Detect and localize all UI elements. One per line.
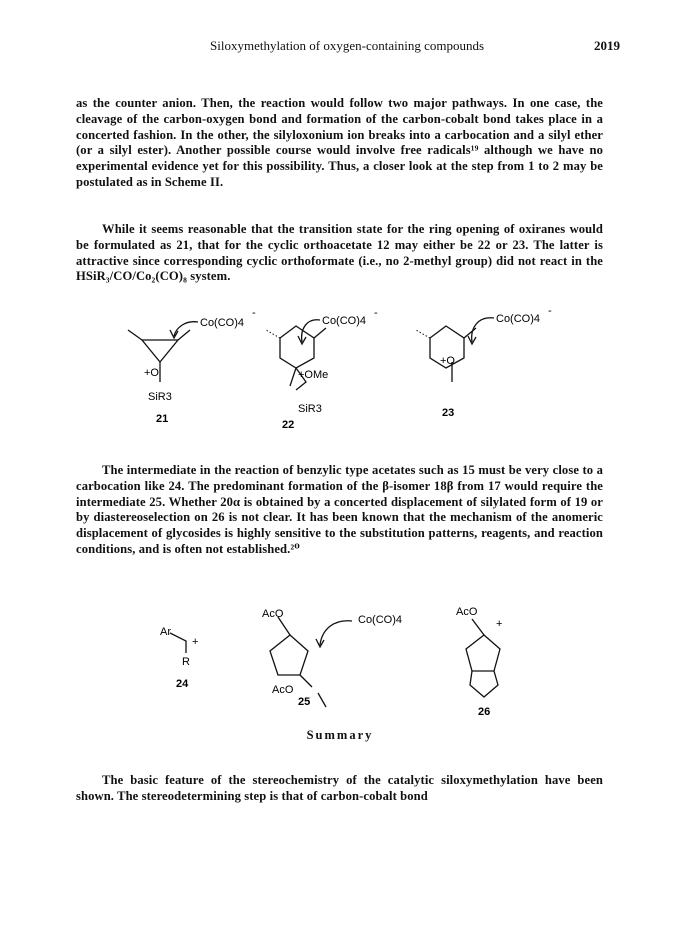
oxonium-23: +O <box>440 355 455 367</box>
compound-label-26: 26 <box>478 706 491 718</box>
paragraph-3: The intermediate in the reaction of benzylic type acetates such as 15 must be very close to a carbocation like 24. The predominant formation of the β-isomer 18β from 17 would require the intermediate 25. Whether 20α is obtained by a concerted displacement of silylated form of 19 or by diastereoselection on 26 is not clear. It has been known that the mechanism of the anomeric displacement of glycosides is highly sensitive to the substitution patterns, reagents, and reaction conditions, and is often not established.²⁰ <box>76 463 603 556</box>
charge-23: - <box>548 305 552 317</box>
scheme-structures-24-26 <box>0 595 680 725</box>
dioxane-ring-22 <box>280 326 314 368</box>
compound-label-24: 24 <box>176 678 189 690</box>
r-24: R <box>182 656 190 668</box>
silyl-22: SiR3 <box>298 403 322 415</box>
aco-bottom-25: AcO <box>272 684 294 696</box>
silyl-21: SiR3 <box>148 391 172 403</box>
compound-label-21: 21 <box>156 413 169 425</box>
co-reagent-21: Co(CO)4 <box>200 317 245 329</box>
compound-label-25: 25 <box>298 696 311 708</box>
co-reagent-23: Co(CO)4 <box>496 313 541 325</box>
paragraph-1: as the counter anion. Then, the reaction would follow two major pathways. In one case, the cleavage of the carbon-oxygen bond and formation of the carbon-cobalt bond takes place in a concerted fashion. In the other, the silyloxonium ion breaks into a carbocation and a silyl ether (or a silyl ester). Another possible course would involve free radicals¹⁹ although we have no experimental evidence yet for this possibility. Thus, a closer look at the step from 1 to 2 may be postulated as in Scheme II. <box>76 96 603 189</box>
charge-22: - <box>374 307 378 319</box>
epoxide-ring <box>142 340 178 362</box>
compound-label-22: 22 <box>282 419 295 431</box>
plus-24: + <box>192 636 199 648</box>
furanose-ring-25 <box>270 635 308 675</box>
scheme-structures-21-23 <box>0 290 680 440</box>
oxonium-21: +O <box>144 367 159 379</box>
charge-21: - <box>252 307 256 319</box>
co-reagent-25: Co(CO)4 <box>358 614 403 626</box>
co-reagent-22: Co(CO)4 <box>322 315 367 327</box>
paragraph-4: The basic feature of the stereochemistry of the catalytic siloxymethylation have been shown. The stereodetermining step is that of carbon-cobalt bond <box>76 773 603 803</box>
ar-24: Ar <box>160 626 171 638</box>
paragraph-2: While it seems reasonable that the transition state for the ring opening of oxiranes would be formulated as 21, that for the cyclic orthoacetate 12 may either be 22 or 23. The latter is attractive since corresponding cyclic orthoformate (i.e., no 2-methyl group) did not react in the HSiR₃/CO/Co₂(CO)₈ system. <box>76 222 603 284</box>
aco-top-25: AcO <box>262 608 284 620</box>
compound-label-23: 23 <box>442 407 455 419</box>
page-number: 2019 <box>594 38 620 53</box>
aco-26: AcO <box>456 606 478 618</box>
carbocation-24 <box>170 633 186 653</box>
running-title: Siloxymethylation of oxygen-containing compounds <box>210 38 485 53</box>
ome-22: +OMe <box>298 369 329 381</box>
furanose-ring-26 <box>466 635 500 671</box>
section-heading: Summary <box>306 728 374 742</box>
plus-26: + <box>496 618 503 630</box>
